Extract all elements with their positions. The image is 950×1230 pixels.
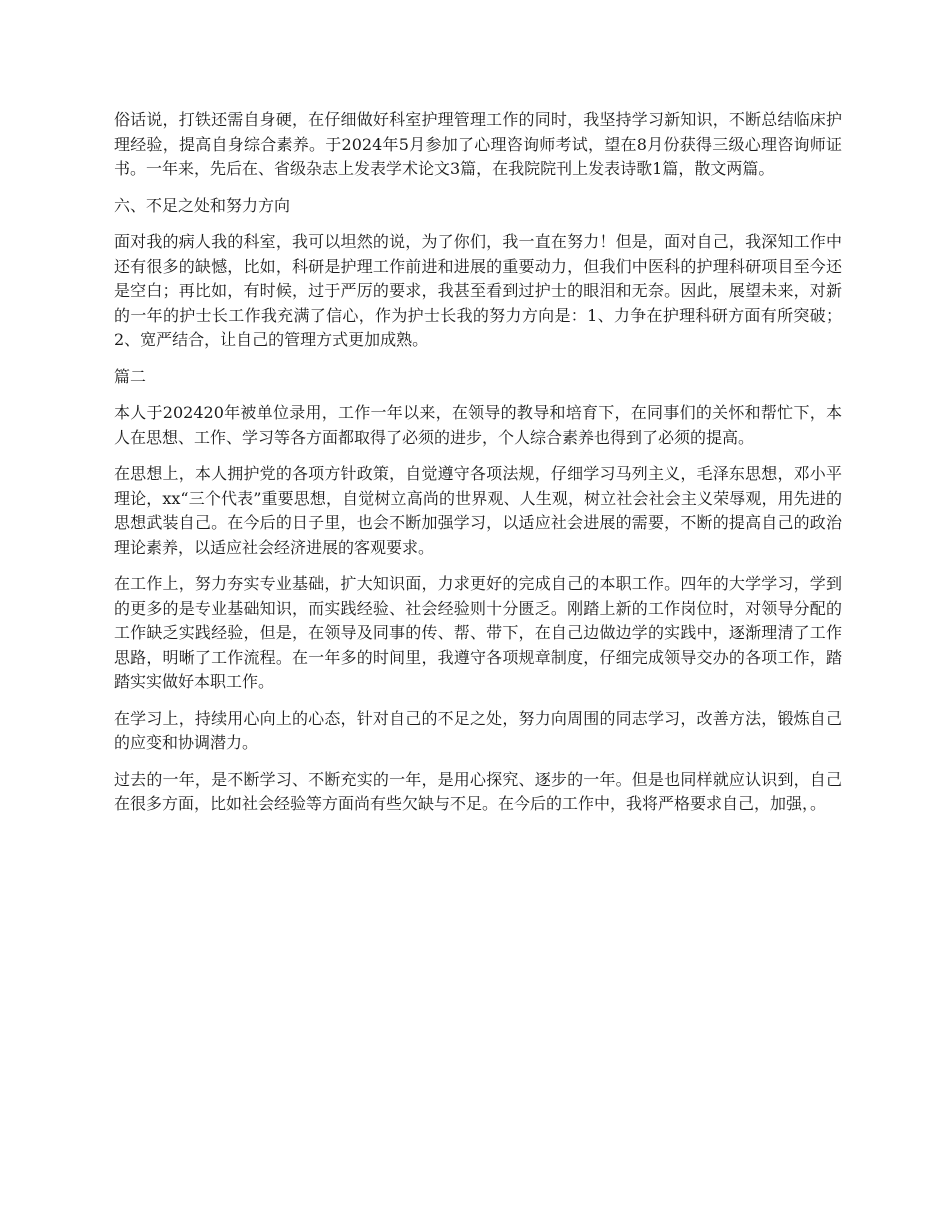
- paragraph-intro: 本人于202420年被单位录用，工作一年以来，在领导的教导和培育下，在同事们的关怀和帮忙下，本人在思想、工作、学习等各方面都取得了必须的进步，个人综合素养也得到了必须的提高。: [114, 403, 842, 447]
- section-heading-part-two: 篇二: [114, 366, 147, 386]
- paragraph-study: 在学习上，持续用心向上的心态，针对自己的不足之处，努力向周围的同志学习，改善方法，锻炼自己的应变和协调潜力。: [114, 708, 842, 752]
- paragraph-work: 在工作上，努力夯实专业基础，扩大知识面，力求更好的完成自己的本职工作。四年的大学学习，学到的更多的是专业基础知识，而实践经验、社会经验则十分匮乏。刚踏上新的工作岗位时，对领导分配的工作缺乏实践经验，但是，在领导及同事的传、帮、带下，在自己边做边学的实践中，逐渐理清了工作思路，明晰了工作流程。在一年多的时间里，我遵守各项规章制度，仔细完成领导交办的各项工作，踏踏实实做好本职工作。: [114, 574, 842, 691]
- section-heading-shortcomings: 六、不足之处和努力方向: [114, 195, 291, 215]
- paragraph-shortcomings: 面对我的病人我的科室，我可以坦然的说，为了你们，我一直在努力！但是，面对自己，我深知工作中还有很多的缺憾，比如，科研是护理工作前进和进展的重要动力，但我们中医科的护理科研项目至今还是空白；再比如，有时候，过于严厉的要求，我甚至看到过护士的眼泪和无奈。因此，展望未来，对新的一年的护士长工作我充满了信心，作为护士长我的努力方向是：1、力争在护理科研方面有所突破；2、宽严结合，让自己的管理方式更加成熟。: [114, 232, 842, 349]
- paragraph-ideology: 在思想上，本人拥护党的各项方针政策，自觉遵守各项法规，仔细学习马列主义，毛泽东思想，邓小平理论，xx“三个代表”重要思想，自觉树立高尚的世界观、人生观，树立社会社会主义荣辱观，用先进的思想武装自己。在今后的日子里，也会不断加强学习，以适应社会进展的需要，不断的提高自己的政治理论素养，以适应社会经济进展的客观要求。: [114, 464, 842, 557]
- paragraph-self-study: 俗话说，打铁还需自身硬，在仔细做好科室护理管理工作的同时，我坚持学习新知识，不断总结临床护理经验，提高自身综合素养。于2024年5月参加了心理咨询师考试，望在8月份获得三级心理咨询师证书。一年来，先后在、省级杂志上发表学术论文3篇，在我院院刊上发表诗歌1篇，散文两篇。: [114, 110, 842, 178]
- paragraph-summary: 过去的一年，是不断学习、不断充实的一年，是用心探究、逐步的一年。但是也同样就应认识到，自己在很多方面，比如社会经验等方面尚有些欠缺与不足。在今后的工作中，我将严格要求自己，加强，。: [114, 769, 842, 813]
- document-body: [114, 108, 842, 829]
